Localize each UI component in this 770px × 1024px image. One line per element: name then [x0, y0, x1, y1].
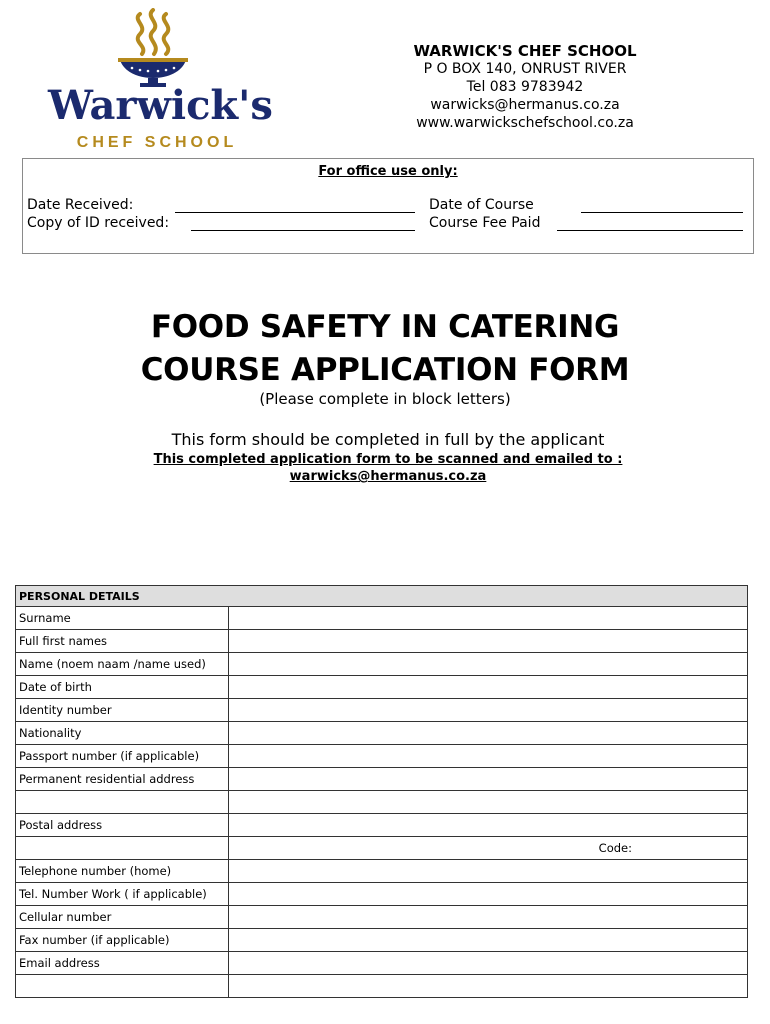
- field-input[interactable]: [229, 791, 748, 814]
- copy-id-line[interactable]: [191, 230, 415, 231]
- school-tel: Tel 083 9783942: [466, 79, 584, 95]
- table-row: [16, 607, 748, 630]
- chef-bowl-icon: [118, 8, 188, 88]
- field-label: Tel. Number Work ( if applicable): [16, 883, 229, 906]
- table-row: [16, 975, 748, 998]
- date-received-line[interactable]: [175, 212, 415, 213]
- table-row: [16, 883, 748, 906]
- field-label: Nationality: [16, 722, 229, 745]
- field-label: [16, 975, 229, 998]
- table-row: [16, 837, 748, 860]
- field-label: Identity number: [16, 699, 229, 722]
- table-row: [16, 676, 748, 699]
- table-row: [16, 929, 748, 952]
- instruction-text: This form should be completed in full by the applicant: [171, 430, 605, 449]
- field-input[interactable]: [229, 929, 748, 952]
- school-email[interactable]: warwicks@hermanus.co.za: [430, 97, 620, 113]
- field-input[interactable]: [229, 860, 748, 883]
- school-contact: [390, 42, 660, 132]
- field-input[interactable]: [229, 676, 748, 699]
- copy-id-label: Copy of ID received:: [27, 215, 170, 231]
- table-row: [16, 814, 748, 837]
- field-input[interactable]: [229, 699, 748, 722]
- office-title: For office use only:: [318, 164, 458, 179]
- field-label: Cellular number: [16, 906, 229, 929]
- field-label: [16, 791, 229, 814]
- table-row: [16, 653, 748, 676]
- logo-wordmark: Warwick's: [48, 82, 273, 129]
- table-row: [16, 860, 748, 883]
- field-label: Surname: [16, 607, 229, 630]
- field-input[interactable]: [229, 630, 748, 653]
- field-input[interactable]: [229, 883, 748, 906]
- field-input[interactable]: [229, 952, 748, 975]
- table-row: [16, 906, 748, 929]
- school-address: P O BOX 140, ONRUST RIVER: [423, 61, 627, 77]
- table-row: [16, 791, 748, 814]
- logo-subline: CHEF SCHOOL: [76, 134, 238, 151]
- table-row: [16, 952, 748, 975]
- email-address-link[interactable]: warwicks@hermanus.co.za: [289, 469, 487, 484]
- field-input[interactable]: [229, 607, 748, 630]
- personal-details-table: [15, 585, 748, 998]
- school-name: WARWICK'S CHEF SCHOOL: [413, 42, 637, 60]
- field-label: Full first names: [16, 630, 229, 653]
- form-title-line1: FOOD SAFETY IN CATERING: [150, 309, 620, 345]
- field-label: [16, 837, 229, 860]
- personal-details-header-row: [16, 586, 748, 607]
- form-title-line2: COURSE APPLICATION FORM: [140, 352, 630, 388]
- field-label: Name (noem naam /name used): [16, 653, 229, 676]
- table-row: [16, 630, 748, 653]
- field-input[interactable]: [229, 975, 748, 998]
- field-label: Telephone number (home): [16, 860, 229, 883]
- field-input[interactable]: [229, 906, 748, 929]
- table-row: [16, 722, 748, 745]
- school-logo: [40, 8, 273, 151]
- date-received-label: Date Received:: [27, 197, 134, 213]
- field-input[interactable]: [229, 722, 748, 745]
- field-input[interactable]: [229, 653, 748, 676]
- field-label: Email address: [16, 952, 229, 975]
- form-subtitle: (Please complete in block letters): [259, 390, 511, 408]
- field-label: Permanent residential address: [16, 768, 229, 791]
- personal-details-heading: PERSONAL DETAILS: [16, 586, 748, 607]
- field-input[interactable]: [229, 814, 748, 837]
- date-course-label: Date of Course: [429, 197, 534, 213]
- form-title: [0, 306, 770, 392]
- field-input[interactable]: Code:: [229, 837, 748, 860]
- table-row: [16, 745, 748, 768]
- email-note: This completed application form to be scanned and emailed to :: [153, 452, 623, 467]
- course-fee-line[interactable]: [557, 230, 743, 231]
- field-label: Date of birth: [16, 676, 229, 699]
- field-input[interactable]: [229, 745, 748, 768]
- field-label: Postal address: [16, 814, 229, 837]
- field-input[interactable]: [229, 768, 748, 791]
- table-row: [16, 768, 748, 791]
- office-use-box: [22, 158, 754, 254]
- course-fee-label: Course Fee Paid: [429, 215, 541, 231]
- date-course-line[interactable]: [581, 212, 743, 213]
- field-label: Fax number (if applicable): [16, 929, 229, 952]
- school-website[interactable]: www.warwickschefschool.co.za: [416, 115, 634, 131]
- field-label: Passport number (if applicable): [16, 745, 229, 768]
- table-row: [16, 699, 748, 722]
